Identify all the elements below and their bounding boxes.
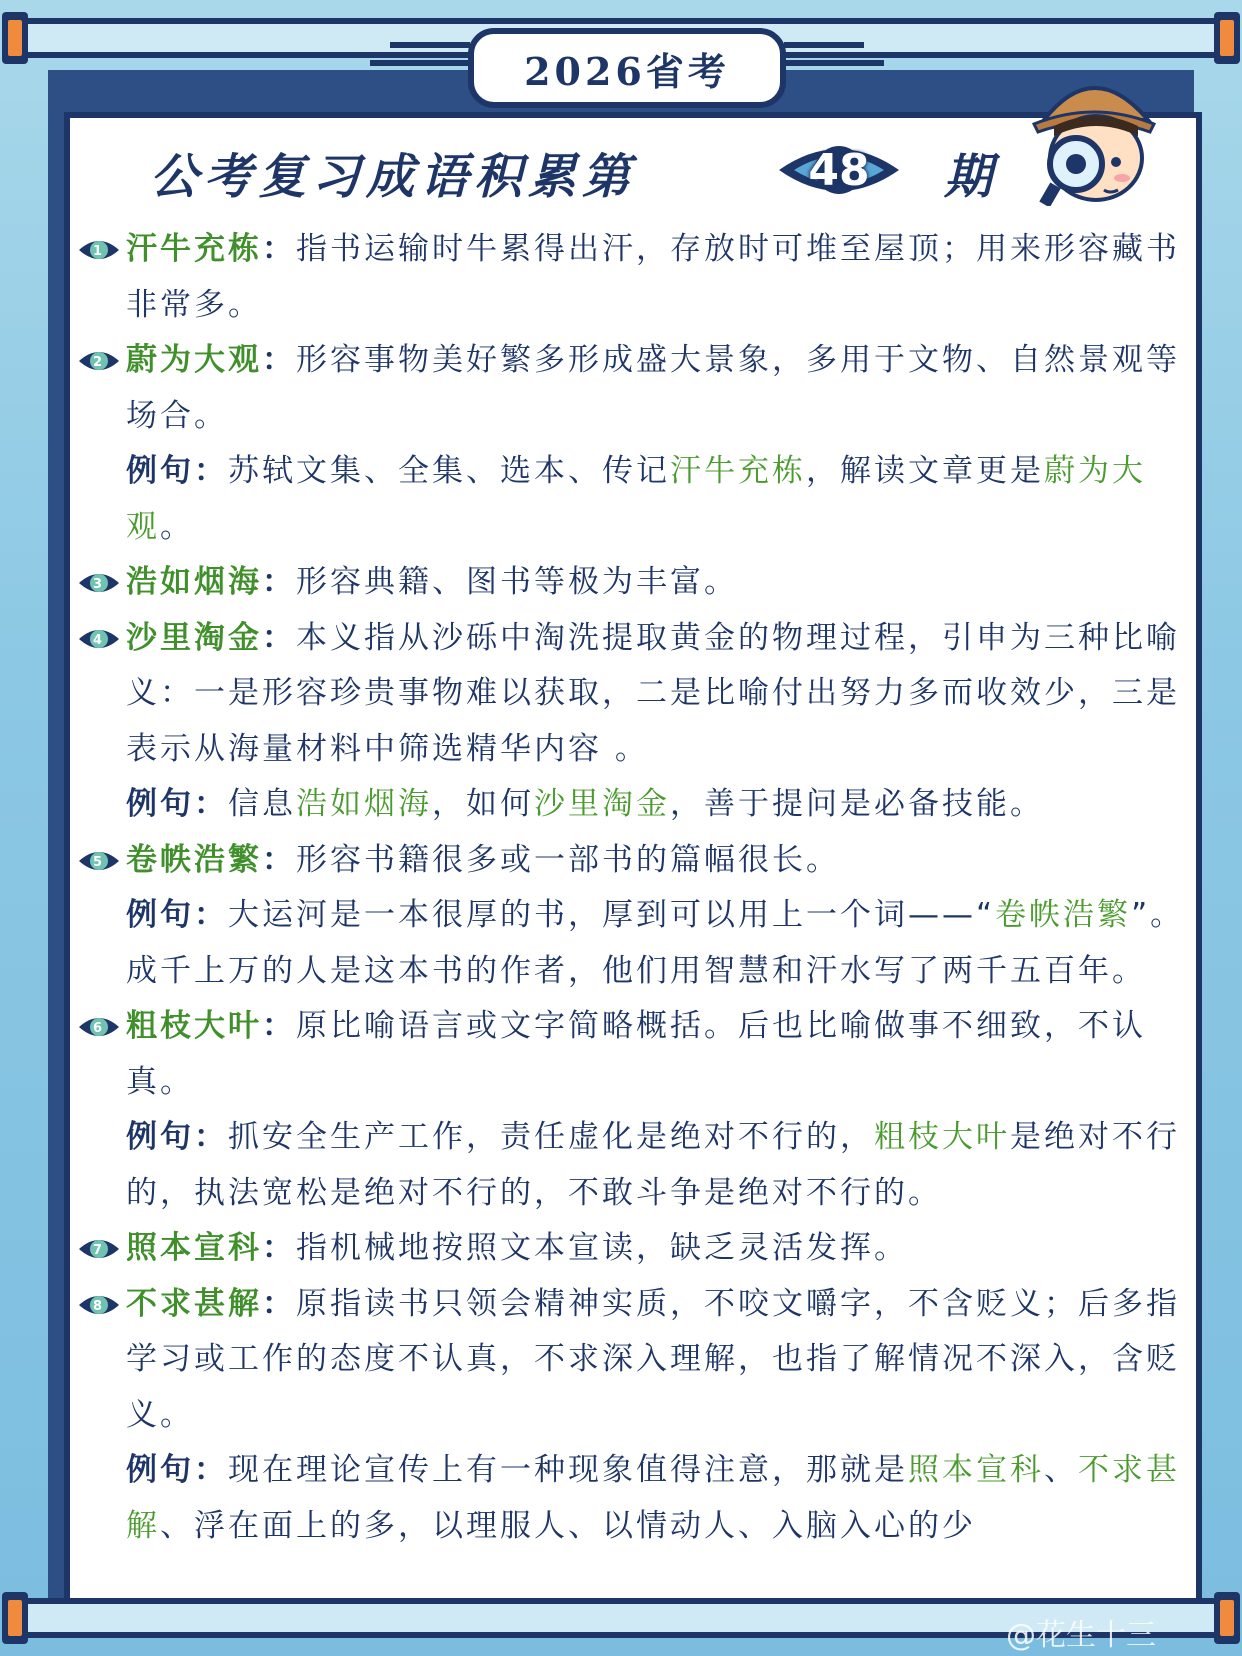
idiom-term: 浩如烟海 (126, 564, 262, 600)
number-3-icon (78, 569, 120, 597)
list-item: 8 不求甚解：原指读书只领会精神实质，不咬文嚼字，不含贬义；后多指学习或工作的态度不认真，不求深入理解，也指了解情况不深入，含贬义。 (78, 1277, 1188, 1444)
list-item: 1 汗牛充栋：指书运输时牛累得出汗，存放时可堆至屋顶；用来形容藏书非常多。 (78, 222, 1188, 333)
idiom-term: 沙里淘金 (126, 619, 262, 656)
svg-text:7: 7 (92, 1243, 106, 1258)
list-item: 2 蔚为大观：形容事物美好繁多形成盛大景象，多用于文物、自然景观等场合。 (78, 333, 1188, 444)
example-sentence: 例句：大运河是一本很厚的书，厚到可以用上一个词——“卷帙浩繁”。成千上万的人是这本书的作者，他们用智慧和汗水写了两千五百年。 (126, 897, 1185, 989)
example-sentence: 例句：现在理论宣传上有一种现象值得注意，那就是照本宣科、不求甚解、浮在面上的多，以理服人、以情动人、入脑入心的少 (126, 1452, 1180, 1544)
bottom-left-rod-cap (2, 1592, 28, 1644)
idiom-term: 粗枝大叶 (126, 1008, 262, 1044)
watermark: @花生十三 (1006, 1618, 1156, 1653)
idiom-list (78, 222, 1188, 1554)
idiom-definition: 原指读书只领会精神实质，不咬文嚼字，不含贬义；后多指学习或工作的态度不认真，不求深入理解，也指了解情况不深入，含贬义。 (126, 1285, 1180, 1433)
badge-line-right-2 (784, 60, 884, 66)
badge-line-right (784, 42, 864, 48)
idiom-definition: 指书运输时牛累得出汗，存放时可堆至屋顶；用来形容藏书非常多。 (126, 231, 1180, 323)
idiom-definition: 指机械地按照文本宣读，缺乏灵活发挥。 (296, 1230, 908, 1266)
list-item: 5 卷帙浩繁：形容书籍很多或一部书的篇幅很长。 (78, 833, 1188, 889)
exam-badge: 2026省考 (468, 28, 786, 108)
idiom-term: 蔚为大观 (126, 342, 262, 378)
svg-text:1: 1 (92, 244, 106, 259)
svg-text:3: 3 (92, 577, 106, 592)
idiom-term: 卷帙浩繁 (126, 841, 262, 878)
page-title: 公考复习成语积累第 (150, 148, 637, 205)
bottom-right-rod-cap (1214, 1592, 1240, 1644)
example-label: 例句： (126, 1452, 228, 1488)
example-sentence: 例句：苏轼文集、全集、选本、传记汗牛充栋，解读文章更是蔚为大观。 (126, 453, 1146, 545)
number-2-icon (78, 347, 120, 375)
top-left-rod-cap (2, 12, 28, 64)
number-8-icon (78, 1291, 120, 1319)
svg-text:5: 5 (92, 854, 106, 870)
example-label: 例句： (126, 1119, 228, 1155)
list-item: 7 照本宣科：指机械地按照文本宣读，缺乏灵活发挥。 (78, 1221, 1188, 1277)
number-7-icon (78, 1235, 120, 1263)
number-5-icon (78, 847, 120, 875)
list-item: 4 沙里淘金：本义指从沙砾中淘洗提取黄金的物理过程，引申为三种比喻义：一是形容珍贵事物难以获取，二是比喻付出努力多而收效少，三是表示从海量材料中筛选精华内容 。 (78, 611, 1188, 778)
issue-suffix: 期 (944, 148, 993, 205)
example-label: 例句： (126, 897, 228, 933)
example-label: 例句： (126, 453, 228, 489)
top-right-rod-cap (1214, 12, 1240, 64)
badge-line-left (390, 42, 470, 48)
idiom-definition: 本义指从沙砾中淘洗提取黄金的物理过程，引申为三种比喻义：一是形容珍贵事物难以获取，二是比喻付出努力多而收效少，三是表示从海量材料中筛选精华内容 。 (126, 619, 1180, 767)
idiom-definition: 原比喻语言或文字简略概括。后也比喻做事不细致，不认真。 (126, 1008, 1146, 1100)
svg-text:2: 2 (92, 355, 106, 370)
svg-text:4: 4 (92, 632, 106, 648)
example-sentence: 例句：信息浩如烟海，如何沙里淘金，善于提问是必备技能。 (126, 786, 1044, 822)
idiom-term: 汗牛充栋 (126, 231, 262, 267)
idiom-definition: 形容典籍、图书等极为丰富。 (296, 564, 738, 600)
idiom-definition: 形容事物美好繁多形成盛大景象，多用于文物、自然景观等场合。 (126, 342, 1180, 434)
badge-line-left-2 (370, 60, 470, 66)
number-1-icon (78, 236, 120, 264)
issue-number: 48 (808, 144, 870, 196)
idiom-term: 照本宣科 (126, 1230, 262, 1266)
svg-text:8: 8 (92, 1298, 106, 1314)
detective-mascot-icon (1024, 66, 1164, 206)
list-item: 6 粗枝大叶：原比喻语言或文字简略概括。后也比喻做事不细致，不认真。 (78, 999, 1188, 1110)
idiom-definition: 形容书籍很多或一部书的篇幅很长。 (296, 841, 840, 878)
example-sentence: 例句：抓安全生产工作，责任虚化是绝对不行的，粗枝大叶是绝对不行的，执法宽松是绝对不行的，不敢斗争是绝对不行的。 (126, 1119, 1180, 1211)
list-item: 3 浩如烟海：形容典籍、图书等极为丰富。 (78, 555, 1188, 611)
example-label: 例句： (126, 786, 228, 822)
number-4-icon (78, 625, 120, 653)
svg-text:6: 6 (92, 1021, 106, 1036)
number-6-icon (78, 1013, 120, 1041)
idiom-term: 不求甚解 (126, 1285, 262, 1322)
